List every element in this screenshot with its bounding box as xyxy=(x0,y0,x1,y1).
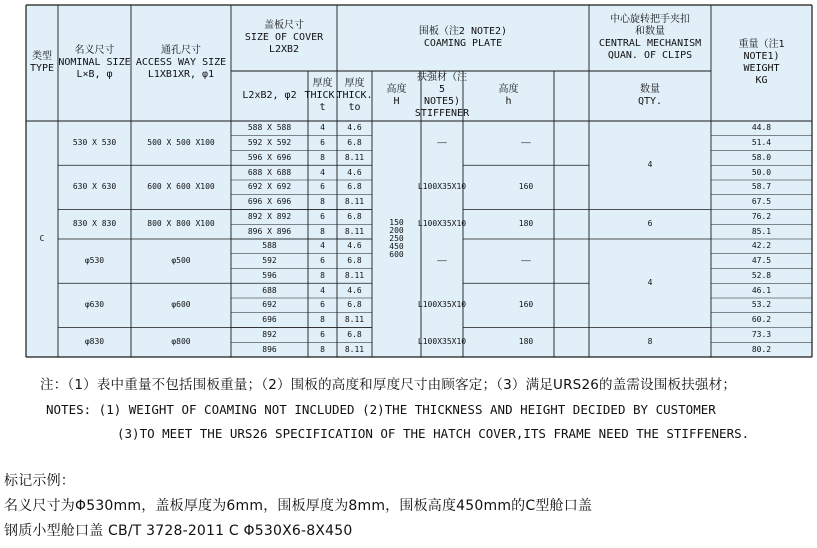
nominal-size-cell: 530 X 530 xyxy=(72,138,117,148)
cover-thick-cell: 8 xyxy=(320,344,325,354)
cover-size-cell: 696 xyxy=(262,315,277,325)
clip-qty-cell: 6 xyxy=(647,219,653,229)
cover-size-cell: 696 X 696 xyxy=(247,197,292,207)
coaming-thick-cell: 8.11 xyxy=(344,344,365,354)
coaming-thick-cell: 8.11 xyxy=(344,270,365,280)
access-way-cell: φ800 xyxy=(171,337,191,347)
cover-thick-cell: 6 xyxy=(320,211,325,221)
stiffener-height-cell: 180 xyxy=(518,219,534,229)
cover-thick-cell: 6 xyxy=(320,182,325,192)
coaming-thick-cell: 8.11 xyxy=(344,315,365,325)
weight-cell: 58.0 xyxy=(751,152,772,162)
clip-qty-cell: 4 xyxy=(647,160,653,170)
stiffener-height-cell: —— xyxy=(521,138,531,148)
header-weight: 重量（注1 NOTE1) WEIGHT KG xyxy=(738,38,785,87)
access-way-cell: 600 X 600 X100 xyxy=(147,182,215,192)
header-central-mechanism: 中心旋转把手夹扣 和数量 CENTRAL MECHANISM QUAN. OF CLIPS xyxy=(598,13,702,62)
cover-size-cell: 692 X 692 xyxy=(247,182,292,192)
coaming-thick-cell: 6.8 xyxy=(347,182,362,192)
access-way-cell: 500 X 500 X100 xyxy=(147,138,215,148)
access-way-cell: 800 X 800 X100 xyxy=(147,219,215,229)
cover-size-cell: 692 xyxy=(262,300,277,310)
header-stiffener: 扶强材（注5 NOTE5) STIFFENER xyxy=(414,71,470,120)
cover-size-cell: 896 X 896 xyxy=(247,226,292,236)
cover-thick-cell: 6 xyxy=(320,300,325,310)
stiffener-cell: L100X35X10 xyxy=(417,219,467,229)
cover-size-cell: 688 X 688 xyxy=(247,167,292,177)
weight-cell: 42.2 xyxy=(751,241,772,251)
weight-cell: 76.2 xyxy=(751,211,772,221)
notes-english-line2: (3)TO MEET THE URS26 SPECIFICATION OF THE HATCH COVER,ITS FRAME NEED THE STIFFENERS. xyxy=(117,426,750,441)
cover-size-cell: 892 xyxy=(262,329,277,339)
header-coaming-height: 高度 H xyxy=(386,83,407,107)
stiffener-height-cell: 160 xyxy=(518,182,534,192)
cover-size-cell: 588 xyxy=(262,241,277,251)
example-line2: 钢质小型舱口盖 CB/T 3728-2011 C Φ530X6-8X450 xyxy=(4,523,353,539)
clip-qty-cell: 8 xyxy=(647,337,653,347)
cover-size-cell: 596 X 696 xyxy=(247,152,292,162)
cover-thick-cell: 4 xyxy=(320,241,325,251)
weight-cell: 50.0 xyxy=(751,167,772,177)
weight-cell: 85.1 xyxy=(751,226,772,236)
weight-cell: 80.2 xyxy=(751,344,772,354)
header-qty: 数量 QTY. xyxy=(637,83,663,107)
cover-thick-cell: 6 xyxy=(320,138,325,148)
coaming-thick-cell: 6.8 xyxy=(347,256,362,266)
cover-size-cell: 892 X 892 xyxy=(247,211,292,221)
notes-english-line1: NOTES: (1) WEIGHT OF COAMING NOT INCLUDED (2)THE THICKNESS AND HEIGHT DECIDED BY CUSTOMER xyxy=(46,402,716,417)
nominal-size-cell: 630 X 630 xyxy=(72,182,117,192)
clip-qty-cell: 4 xyxy=(647,278,653,288)
coaming-thick-cell: 4.6 xyxy=(347,241,362,251)
coaming-thick-cell: 6.8 xyxy=(347,138,362,148)
coaming-thick-cell: 4.6 xyxy=(347,285,362,295)
header-coaming-plate: 围板（注2 NOTE2) COAMING PLATE xyxy=(418,25,508,49)
stiffener-cell: L100X35X10 xyxy=(417,337,467,347)
stiffener-cell: L100X35X10 xyxy=(417,300,467,310)
weight-cell: 53.2 xyxy=(751,300,772,310)
access-way-cell: φ500 xyxy=(171,256,191,266)
coaming-thick-cell: 6.8 xyxy=(347,211,362,221)
header-access-way-size: 通孔尺寸 ACCESS WAY SIZE L1XB1XR, φ1 xyxy=(135,44,227,81)
header-type: 类型 TYPE xyxy=(29,50,55,74)
weight-cell: 46.1 xyxy=(751,285,772,295)
type-value: C xyxy=(39,234,45,243)
weight-cell: 44.8 xyxy=(751,123,772,133)
stiffener-height-cell: —— xyxy=(521,256,531,266)
header-cover-thick: 厚度 THICK. t xyxy=(304,77,341,114)
weight-cell: 52.8 xyxy=(751,270,772,280)
cover-size-cell: 592 xyxy=(262,256,277,266)
cover-thick-cell: 8 xyxy=(320,152,325,162)
stiffener-height-cell: 160 xyxy=(518,300,534,310)
coaming-thick-cell: 4.6 xyxy=(347,167,362,177)
weight-cell: 58.7 xyxy=(751,182,772,192)
cover-size-cell: 688 xyxy=(262,285,277,295)
cover-thick-cell: 4 xyxy=(320,167,325,177)
cover-size-cell: 896 xyxy=(262,344,277,354)
header-coaming-thick: 厚度 THICK. to xyxy=(336,77,373,114)
nominal-size-cell: 830 X 830 xyxy=(72,219,117,229)
coaming-thick-cell: 8.11 xyxy=(344,152,365,162)
coaming-heights: 150 200 250 450 600 xyxy=(389,218,404,259)
cover-thick-cell: 6 xyxy=(320,329,325,339)
weight-cell: 67.5 xyxy=(751,197,772,207)
notes-chinese: 注：（1）表中重量不包括围板重量；（2）围板的高度和厚度尺寸由顾客定；（3）满足URS26的盖需设围板扶强材； xyxy=(40,377,737,393)
coaming-thick-cell: 6.8 xyxy=(347,329,362,339)
cover-size-cell: 588 X 588 xyxy=(247,123,292,133)
coaming-thick-cell: 8.11 xyxy=(344,226,365,236)
cover-thick-cell: 8 xyxy=(320,226,325,236)
stiffener-cell: —— xyxy=(437,138,447,148)
example-line1: 名义尺寸为Φ530mm，盖板厚度为6mm，围板厚度为8mm，围板高度450mm的C型舱口盖 xyxy=(4,498,593,514)
header-cover-size: 盖板尺寸 SIZE OF COVER L2XB2 xyxy=(244,19,324,56)
header-stiffener-height: 高度 h xyxy=(498,83,519,107)
weight-cell: 51.4 xyxy=(751,138,772,148)
coaming-thick-cell: 4.6 xyxy=(347,123,362,133)
cover-thick-cell: 6 xyxy=(320,256,325,266)
cover-thick-cell: 4 xyxy=(320,123,325,133)
cover-thick-cell: 8 xyxy=(320,197,325,207)
cover-thick-cell: 8 xyxy=(320,270,325,280)
access-way-cell: φ600 xyxy=(171,300,191,310)
cover-size-cell: 596 xyxy=(262,270,277,280)
nominal-size-cell: φ530 xyxy=(84,256,105,266)
example-title: 标记示例： xyxy=(4,473,75,489)
weight-cell: 60.2 xyxy=(751,315,772,325)
coaming-thick-cell: 8.11 xyxy=(344,197,365,207)
stiffener-cell: —— xyxy=(437,256,447,266)
stiffener-cell: L100X35X10 xyxy=(417,182,467,192)
nominal-size-cell: φ830 xyxy=(84,337,105,347)
cover-size-cell: 592 X 592 xyxy=(247,138,292,148)
header-nominal-size: 名义尺寸 NOMINAL SIZE L×B, φ xyxy=(58,44,131,81)
stiffener-height-cell: 180 xyxy=(518,337,534,347)
nominal-size-cell: φ630 xyxy=(84,300,105,310)
header-cover-dim: L2xB2, φ2 xyxy=(242,89,297,101)
cover-thick-cell: 8 xyxy=(320,315,325,325)
weight-cell: 47.5 xyxy=(751,256,772,266)
weight-cell: 73.3 xyxy=(751,329,772,339)
cover-thick-cell: 4 xyxy=(320,285,325,295)
spec-table xyxy=(26,5,812,357)
coaming-thick-cell: 6.8 xyxy=(347,300,362,310)
